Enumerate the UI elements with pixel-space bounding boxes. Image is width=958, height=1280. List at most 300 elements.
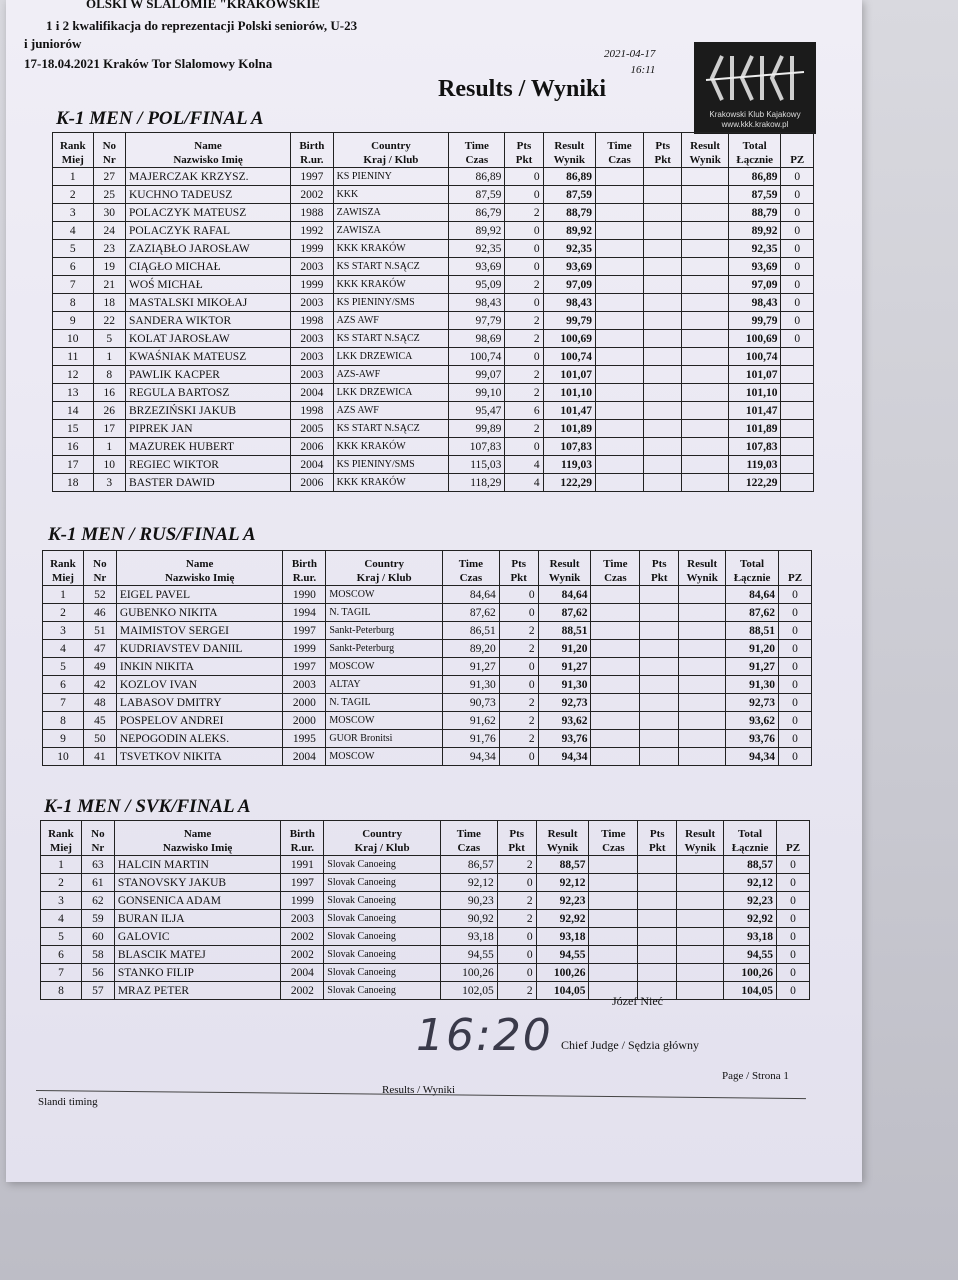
cell-rank: 17 xyxy=(53,456,94,474)
cell-pts: 4 xyxy=(505,474,543,492)
cell-time: 89,20 xyxy=(442,640,499,658)
col-name-label: Name xyxy=(183,828,212,840)
cell-empty xyxy=(644,366,682,384)
cell-result: 91,27 xyxy=(538,658,591,676)
cell-time: 90,92 xyxy=(440,910,497,928)
cell-name: MAIMISTOV SERGEI xyxy=(116,622,283,640)
cell-time: 95,09 xyxy=(449,276,505,294)
cell-empty xyxy=(589,874,638,892)
cell-time: 86,79 xyxy=(449,204,505,222)
col-result xyxy=(538,551,591,586)
cell-time: 100,26 xyxy=(440,964,497,982)
cell-no: 18 xyxy=(93,294,125,312)
cell-pz: 0 xyxy=(781,294,814,312)
cell-total: 122,29 xyxy=(728,474,781,492)
club-logo xyxy=(694,42,816,134)
cell-rank: 12 xyxy=(53,366,94,384)
cell-pz: 0 xyxy=(779,748,812,766)
cell-empty xyxy=(679,658,726,676)
cell-time: 98,43 xyxy=(449,294,505,312)
cell-pts: 0 xyxy=(505,168,543,186)
cell-time: 93,18 xyxy=(440,928,497,946)
cell-pz: 0 xyxy=(781,168,814,186)
cell-result: 98,43 xyxy=(543,294,595,312)
cell-result: 100,26 xyxy=(536,964,589,982)
print-date: 2021-04-17 xyxy=(604,48,656,60)
cell-pts: 2 xyxy=(497,856,536,874)
cell-pz xyxy=(781,348,814,366)
cell-name: GUBENKO NIKITA xyxy=(116,604,283,622)
cell-pz: 0 xyxy=(779,604,812,622)
cell-result: 88,79 xyxy=(543,204,595,222)
cell-total: 92,23 xyxy=(724,892,777,910)
table-row xyxy=(43,604,812,622)
col-name-label: Name xyxy=(194,140,222,152)
cell-birth: 2003 xyxy=(291,258,333,276)
cell-time: 84,64 xyxy=(442,586,499,604)
cell-birth: 1999 xyxy=(283,640,326,658)
cell-pts: 6 xyxy=(505,402,543,420)
cell-club: Slovak Canoeing xyxy=(324,910,441,928)
cell-name: KUDRIAVSTEV DANIIL xyxy=(116,640,283,658)
cell-name: POSPELOV ANDREI xyxy=(116,712,283,730)
col-country xyxy=(326,551,443,586)
table-row xyxy=(53,312,814,330)
cell-pts: 2 xyxy=(499,712,538,730)
cell-birth: 2004 xyxy=(291,384,333,402)
cell-empty xyxy=(677,874,724,892)
cell-club: Slovak Canoeing xyxy=(324,946,441,964)
cell-empty xyxy=(682,276,729,294)
cell-empty xyxy=(595,168,643,186)
cell-pts: 0 xyxy=(499,586,538,604)
cell-name: REGULA BARTOSZ xyxy=(125,384,290,402)
table-row xyxy=(53,348,814,366)
cell-club: KKK KRAKÓW xyxy=(333,438,449,456)
cell-no: 25 xyxy=(93,186,125,204)
cell-rank: 1 xyxy=(41,856,82,874)
table-row xyxy=(53,330,814,348)
cell-time: 115,03 xyxy=(449,456,505,474)
cell-pz: 0 xyxy=(777,946,810,964)
cell-empty xyxy=(644,474,682,492)
cell-empty xyxy=(589,928,638,946)
cell-name: MAJERCZAK KRZYSZ. xyxy=(125,168,290,186)
cell-birth: 2003 xyxy=(283,676,326,694)
cell-club: KKK xyxy=(333,186,449,204)
cell-no: 48 xyxy=(83,694,116,712)
cell-empty xyxy=(644,276,682,294)
cell-no: 23 xyxy=(93,240,125,258)
results-sheet xyxy=(6,0,862,1182)
cell-club: N. TAGIL xyxy=(326,694,443,712)
cell-empty xyxy=(640,604,679,622)
col-no xyxy=(93,133,125,168)
col-result2 xyxy=(682,133,729,168)
cell-pts: 0 xyxy=(505,240,543,258)
cell-club: Sankt-Peterburg xyxy=(326,640,443,658)
col-birth-sublabel: R.ur. xyxy=(300,154,324,166)
cell-total: 101,07 xyxy=(728,366,781,384)
cell-club: MOSCOW xyxy=(326,748,443,766)
cell-birth: 2004 xyxy=(283,748,326,766)
col-pz xyxy=(781,133,814,168)
col-no-sublabel: Nr xyxy=(102,154,116,166)
cell-empty xyxy=(595,348,643,366)
cell-birth: 1994 xyxy=(283,604,326,622)
cell-result: 92,12 xyxy=(536,874,589,892)
cell-pz: 0 xyxy=(781,276,814,294)
cell-name: TSVETKOV NIKITA xyxy=(116,748,283,766)
cell-pts: 4 xyxy=(505,456,543,474)
cell-result: 99,79 xyxy=(543,312,595,330)
col-pts2-label: Pts xyxy=(649,828,665,840)
cell-empty xyxy=(640,640,679,658)
cell-no: 5 xyxy=(93,330,125,348)
cell-name: BRZEZIŃSKI JAKUB xyxy=(125,402,290,420)
col-country-label: Country xyxy=(371,140,411,152)
cell-no: 27 xyxy=(93,168,125,186)
col-pts-sublabel: Pkt xyxy=(510,572,527,584)
col-total xyxy=(724,821,777,856)
col-time xyxy=(440,821,497,856)
col-time2-label: Time xyxy=(603,558,628,570)
cell-pts: 2 xyxy=(505,420,543,438)
cell-no: 3 xyxy=(93,474,125,492)
cell-birth: 1997 xyxy=(283,658,326,676)
cell-empty xyxy=(589,946,638,964)
cell-empty xyxy=(644,240,682,258)
col-pts-sublabel: Pkt xyxy=(515,154,533,166)
cell-empty xyxy=(682,168,729,186)
cell-time: 93,69 xyxy=(449,258,505,276)
cell-empty xyxy=(595,204,643,222)
cell-pz: 0 xyxy=(777,982,810,1000)
event-category-line: i juniorów xyxy=(24,36,82,51)
cell-birth: 2004 xyxy=(281,964,324,982)
cell-pts: 2 xyxy=(505,204,543,222)
cell-club: AZS AWF xyxy=(333,312,449,330)
cell-pts: 0 xyxy=(497,874,536,892)
cell-club: ZAWISZA xyxy=(333,222,449,240)
cell-pts: 2 xyxy=(499,622,538,640)
cell-no: 41 xyxy=(83,748,116,766)
cell-club: GUOR Bronitsi xyxy=(326,730,443,748)
cell-rank: 9 xyxy=(53,312,94,330)
cell-empty xyxy=(595,222,643,240)
cell-total: 98,43 xyxy=(728,294,781,312)
cell-birth: 1988 xyxy=(291,204,333,222)
col-pz-sublabel: PZ xyxy=(785,842,801,854)
cell-empty xyxy=(679,694,726,712)
cell-empty xyxy=(644,402,682,420)
cell-no: 49 xyxy=(83,658,116,676)
cell-birth: 1990 xyxy=(283,586,326,604)
cell-empty xyxy=(591,748,640,766)
col-time2 xyxy=(591,551,640,586)
col-country-sublabel: Kraj / Klub xyxy=(354,842,410,854)
cell-time: 87,62 xyxy=(442,604,499,622)
table-row xyxy=(53,294,814,312)
logo-caption xyxy=(698,110,812,130)
table-row xyxy=(41,874,810,892)
cell-result: 94,55 xyxy=(536,946,589,964)
cell-club: Sankt-Peterburg xyxy=(326,622,443,640)
cell-birth: 1998 xyxy=(291,312,333,330)
table-header-row xyxy=(53,133,814,168)
cell-total: 100,26 xyxy=(724,964,777,982)
cell-empty xyxy=(638,874,677,892)
cell-pz xyxy=(781,402,814,420)
cell-empty xyxy=(644,204,682,222)
col-rank-label: Rank xyxy=(59,140,86,152)
cell-total: 100,74 xyxy=(728,348,781,366)
cell-time: 89,92 xyxy=(449,222,505,240)
cell-rank: 16 xyxy=(53,438,94,456)
cell-empty xyxy=(591,586,640,604)
col-pts2-sublabel: Pkt xyxy=(654,154,671,166)
cell-empty xyxy=(644,456,682,474)
logo-url: www.kkk.krakow.pl xyxy=(721,120,789,129)
col-pts2 xyxy=(644,133,682,168)
cell-no: 59 xyxy=(81,910,114,928)
cell-birth: 2002 xyxy=(281,928,324,946)
cell-name: PIPREK JAN xyxy=(125,420,290,438)
cell-club: KKK KRAKÓW xyxy=(333,240,449,258)
col-result xyxy=(543,133,595,168)
cell-rank: 7 xyxy=(43,694,84,712)
cell-name: MAZUREK HUBERT xyxy=(125,438,290,456)
cell-pts: 2 xyxy=(497,982,536,1000)
cell-club: Slovak Canoeing xyxy=(324,874,441,892)
col-rank-sublabel: Miej xyxy=(61,154,84,166)
col-pts2-label: Pts xyxy=(655,140,671,152)
cell-result: 88,51 xyxy=(538,622,591,640)
cell-result: 101,89 xyxy=(543,420,595,438)
cell-pts: 2 xyxy=(505,366,543,384)
cell-rank: 11 xyxy=(53,348,94,366)
col-no-label: No xyxy=(102,140,117,152)
cell-empty xyxy=(638,928,677,946)
table-row xyxy=(43,694,812,712)
col-name xyxy=(114,821,281,856)
cell-pz: 0 xyxy=(779,730,812,748)
cell-empty xyxy=(591,640,640,658)
cell-empty xyxy=(638,892,677,910)
cell-name: STANOVSKY JAKUB xyxy=(114,874,281,892)
section-title-rus: K-1 MEN / RUS/FINAL A xyxy=(48,524,256,545)
cell-total: 93,18 xyxy=(724,928,777,946)
cell-rank: 13 xyxy=(53,384,94,402)
col-pts2-sublabel: Pkt xyxy=(651,572,668,584)
cell-pz xyxy=(781,438,814,456)
cell-empty xyxy=(677,892,724,910)
cell-result: 101,07 xyxy=(543,366,595,384)
cell-name: REGIEC WIKTOR xyxy=(125,456,290,474)
cell-empty xyxy=(682,330,729,348)
cell-pts: 2 xyxy=(499,640,538,658)
col-total-label: Total xyxy=(738,828,763,840)
cell-time: 91,27 xyxy=(442,658,499,676)
cell-no: 26 xyxy=(93,402,125,420)
cell-empty xyxy=(682,312,729,330)
cell-club: KS PIENINY xyxy=(333,168,449,186)
col-birth-sublabel: R.ur. xyxy=(290,842,315,854)
cell-result: 119,03 xyxy=(543,456,595,474)
cell-empty xyxy=(595,474,643,492)
cell-pz: 0 xyxy=(779,676,812,694)
col-result2-label: Result xyxy=(690,140,721,152)
table-row xyxy=(53,474,814,492)
cell-total: 86,89 xyxy=(728,168,781,186)
cell-pts: 2 xyxy=(497,910,536,928)
cell-rank: 7 xyxy=(53,276,94,294)
col-total-sublabel: Łącznie xyxy=(733,572,771,584)
cell-rank: 10 xyxy=(43,748,84,766)
table-row xyxy=(53,276,814,294)
cell-rank: 2 xyxy=(53,186,94,204)
cell-rank: 15 xyxy=(53,420,94,438)
col-time2-sublabel: Czas xyxy=(602,842,625,854)
col-result2-sublabel: Wynik xyxy=(689,154,721,166)
cell-empty xyxy=(638,856,677,874)
cell-name: LABASOV DMITRY xyxy=(116,694,283,712)
table-row xyxy=(43,622,812,640)
cell-no: 1 xyxy=(93,348,125,366)
cell-empty xyxy=(679,730,726,748)
col-time xyxy=(449,133,505,168)
cell-pts: 2 xyxy=(505,330,543,348)
cell-total: 92,35 xyxy=(728,240,781,258)
cell-time: 92,12 xyxy=(440,874,497,892)
cell-name: PAWLIK KACPER xyxy=(125,366,290,384)
cell-empty xyxy=(595,330,643,348)
cell-empty xyxy=(644,384,682,402)
cell-empty xyxy=(682,348,729,366)
col-pts2 xyxy=(640,551,679,586)
cell-pz: 0 xyxy=(777,910,810,928)
cell-no: 45 xyxy=(83,712,116,730)
cell-empty xyxy=(589,856,638,874)
cell-birth: 2002 xyxy=(281,982,324,1000)
cell-total: 87,62 xyxy=(726,604,779,622)
results-table-svk xyxy=(40,820,810,1000)
col-no-sublabel: Nr xyxy=(91,842,105,854)
table-row xyxy=(41,964,810,982)
cell-club: MOSCOW xyxy=(326,586,443,604)
cell-pts: 0 xyxy=(499,658,538,676)
cell-name: NEPOGODIN ALEKS. xyxy=(116,730,283,748)
col-pts-label: Pts xyxy=(509,828,525,840)
col-no xyxy=(81,821,114,856)
cell-rank: 6 xyxy=(43,676,84,694)
cell-empty xyxy=(644,438,682,456)
cell-empty xyxy=(677,910,724,928)
cell-pz: 0 xyxy=(777,928,810,946)
cell-pts: 0 xyxy=(499,748,538,766)
cell-club: AZS AWF xyxy=(333,402,449,420)
cell-rank: 3 xyxy=(43,622,84,640)
cell-birth: 1997 xyxy=(283,622,326,640)
cell-pz: 0 xyxy=(779,694,812,712)
cell-name: KWAŚNIAK MATEUSZ xyxy=(125,348,290,366)
col-birth-label: Birth xyxy=(299,140,325,152)
cell-no: 46 xyxy=(83,604,116,622)
cell-empty xyxy=(644,312,682,330)
cell-rank: 3 xyxy=(41,892,82,910)
cell-empty xyxy=(595,438,643,456)
col-result2 xyxy=(679,551,726,586)
cell-no: 24 xyxy=(93,222,125,240)
cell-time: 99,07 xyxy=(449,366,505,384)
event-date-venue: 17-18.04.2021 Kraków Tor Slalomowy Kolna xyxy=(24,56,273,71)
cell-name: CIĄGŁO MICHAŁ xyxy=(125,258,290,276)
cell-result: 93,62 xyxy=(538,712,591,730)
cell-empty xyxy=(640,586,679,604)
cell-pts: 2 xyxy=(505,384,543,402)
col-birth-label: Birth xyxy=(291,558,317,570)
table-row xyxy=(43,712,812,730)
cell-pz: 0 xyxy=(779,640,812,658)
cell-birth: 1999 xyxy=(291,240,333,258)
cell-empty xyxy=(679,676,726,694)
cell-total: 107,83 xyxy=(728,438,781,456)
cell-name: KOLAT JAROSŁAW xyxy=(125,330,290,348)
cell-pts: 2 xyxy=(505,276,543,294)
col-time2 xyxy=(595,133,643,168)
cell-total: 94,55 xyxy=(724,946,777,964)
cell-empty xyxy=(595,420,643,438)
cell-total: 99,79 xyxy=(728,312,781,330)
cell-empty xyxy=(682,402,729,420)
cell-pz: 0 xyxy=(777,964,810,982)
cell-name: BURAN ILJA xyxy=(114,910,281,928)
cell-pts: 2 xyxy=(497,892,536,910)
col-rank xyxy=(53,133,94,168)
table-row xyxy=(53,222,814,240)
table-row xyxy=(53,456,814,474)
cell-pz xyxy=(781,384,814,402)
cell-name: KOZLOV IVAN xyxy=(116,676,283,694)
cell-no: 52 xyxy=(83,586,116,604)
cell-empty xyxy=(679,622,726,640)
table-row xyxy=(41,946,810,964)
cell-total: 93,69 xyxy=(728,258,781,276)
col-time xyxy=(442,551,499,586)
cell-pz: 0 xyxy=(779,622,812,640)
section-title-svk: K-1 MEN / SVK/FINAL A xyxy=(44,796,251,817)
cell-empty xyxy=(595,312,643,330)
cell-name: BLASCIK MATEJ xyxy=(114,946,281,964)
cell-empty xyxy=(591,712,640,730)
col-no xyxy=(83,551,116,586)
col-name xyxy=(125,133,290,168)
cell-no: 22 xyxy=(93,312,125,330)
kayak-logo-icon xyxy=(704,50,806,106)
cell-no: 62 xyxy=(81,892,114,910)
cell-club: MOSCOW xyxy=(326,658,443,676)
cell-result: 122,29 xyxy=(543,474,595,492)
cell-birth: 2005 xyxy=(291,420,333,438)
col-result2-sublabel: Wynik xyxy=(684,842,716,854)
event-title-line: OLSKI W SLALOMIE "KRAKOWSKIE xyxy=(86,0,320,11)
footer-left: Slandi timing xyxy=(38,1096,98,1108)
cell-empty xyxy=(644,294,682,312)
col-birth xyxy=(281,821,324,856)
cell-empty xyxy=(644,222,682,240)
cell-name: KUCHNO TADEUSZ xyxy=(125,186,290,204)
cell-empty xyxy=(640,748,679,766)
